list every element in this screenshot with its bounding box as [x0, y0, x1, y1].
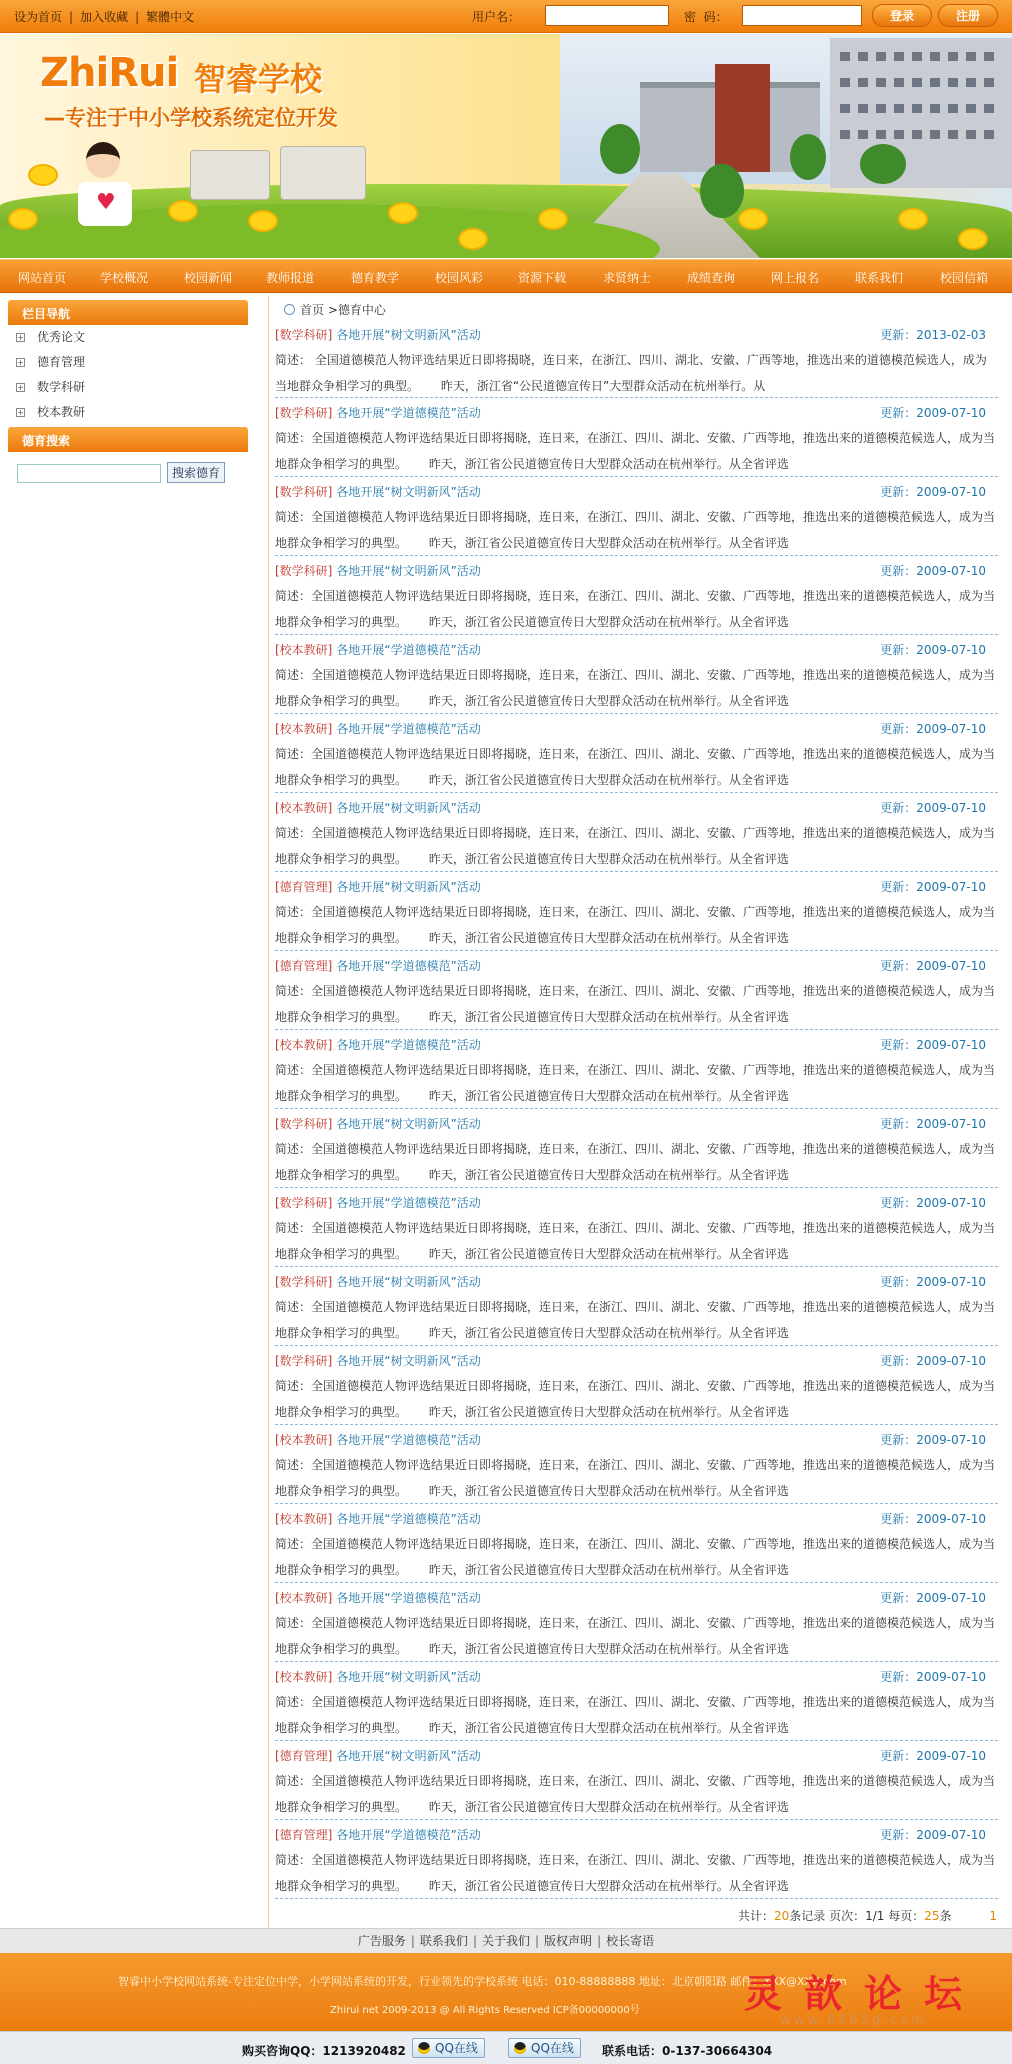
article-date — [880, 1510, 986, 1527]
article-title-link[interactable]: 各地开展“树文明新风”活动 — [336, 1275, 481, 1289]
article-date-label: 更新： — [880, 1828, 917, 1842]
slogan: —专注于中小学校系统定位开发 — [44, 106, 338, 130]
article-summary: 简述： 全国道德模范人物评选结果近日即将揭晓，连日来，在浙江、四川、湖北、安徽、广西等地，推选出来的道德模范候选人，成为当地群众争相学习的典型。 昨天，浙江省“公民道德宣传日”大型群众活动在杭州举行。从 — [275, 353, 987, 393]
banner-flower — [10, 210, 36, 228]
article-title-link[interactable]: 各地开展“树文明新风”活动 — [336, 1749, 481, 1763]
banner-flower — [460, 230, 486, 248]
banner-building — [715, 64, 770, 172]
banner-flower — [390, 204, 416, 222]
article-date-value: 2009-07-10 — [916, 1512, 986, 1526]
article-category[interactable]: [校本教研] — [275, 722, 333, 736]
article-item — [275, 556, 998, 635]
article-summary: 简述：全国道德模范人物评选结果近日即将揭晓，连日来，在浙江、四川、湖北、安徽、广西等地，推选出来的道德模范候选人，成为当地群众争相学习的典型。 昨天，浙江省公民道德宣传日大型群众活动在杭州举行。从全省评选 — [275, 1616, 996, 1656]
article-title-link[interactable]: 各地开展“学道德模范”活动 — [336, 1433, 481, 1447]
article-title-link[interactable]: 各地开展“树文明新风”活动 — [336, 801, 481, 815]
article-date — [880, 562, 986, 579]
article-date-label: 更新： — [880, 485, 917, 499]
article-date-label: 更新： — [880, 564, 917, 578]
search-input[interactable] — [17, 464, 161, 483]
nav-item-teachers[interactable]: 教师报道 — [266, 271, 315, 285]
watermark-logo: 灵歆论坛 — [744, 1971, 985, 2016]
article-category[interactable]: [数学科研] — [275, 1196, 333, 1210]
pager-per-suffix: 条 — [939, 1909, 952, 1923]
separator: | — [597, 1934, 602, 1948]
article-item — [275, 398, 998, 477]
article-date-label: 更新： — [880, 880, 917, 894]
article-date-label: 更新： — [880, 1354, 917, 1368]
article-date-value: 2013-02-03 — [916, 328, 986, 342]
footer-link-ads[interactable]: 广告服务 — [357, 1934, 406, 1948]
contact-bar — [0, 2031, 1012, 2064]
article-date — [880, 483, 986, 500]
footer-link-principal[interactable]: 校长寄语 — [606, 1934, 655, 1948]
purchase-consult: 购买咨询QQ：1213920482 — [242, 2044, 406, 2058]
article-header — [275, 326, 998, 343]
article-date — [880, 1668, 986, 1685]
article-title-link[interactable]: 各地开展“学道德模范”活动 — [336, 1196, 481, 1210]
article-category[interactable]: [校本教研] — [275, 1670, 333, 1684]
footer-link-copyright[interactable]: 版权声明 — [544, 1934, 593, 1948]
article-date — [880, 641, 986, 658]
article-date-value: 2009-07-10 — [916, 1117, 986, 1131]
article-title-link[interactable]: 各地开展“树文明新风”活动 — [336, 880, 481, 894]
article-date-value: 2009-07-10 — [916, 801, 986, 815]
article-date-label: 更新： — [880, 406, 917, 420]
set-homepage-link[interactable]: 设为首页 — [14, 10, 63, 24]
article-title-link[interactable]: 各地开展“树文明新风”活动 — [336, 485, 481, 499]
article-item — [275, 1662, 998, 1741]
article-title-link[interactable]: 各地开展“学道德模范”活动 — [336, 722, 481, 736]
article-date — [880, 720, 986, 737]
article-date-label: 更新： — [880, 1196, 917, 1210]
article-header — [275, 1668, 998, 1685]
article-summary: 简述：全国道德模范人物评选结果近日即将揭晓，连日来，在浙江、四川、湖北、安徽、广西等地，推选出来的道德模范候选人，成为当地群众争相学习的典型。 昨天，浙江省公民道德宣传日大型群众活动在杭州举行。从全省评选 — [275, 826, 996, 866]
article-date-value: 2009-07-10 — [916, 1591, 986, 1605]
article-date-value: 2009-07-10 — [916, 1828, 986, 1842]
search-button[interactable]: 搜索德育 — [167, 462, 225, 483]
article-category[interactable]: [数学科研] — [275, 328, 333, 342]
article-title-link[interactable]: 各地开展“学道德模范”活动 — [336, 1512, 481, 1526]
article-date-value: 2009-07-10 — [916, 643, 986, 657]
article-item — [275, 1741, 998, 1820]
article-item — [275, 1346, 998, 1425]
banner-building — [830, 38, 1012, 188]
article-title-link[interactable]: 各地开展“树文明新风”活动 — [336, 328, 481, 342]
article-date — [880, 799, 986, 816]
article-title-link[interactable]: 各地开展“学道德模范”活动 — [336, 1828, 481, 1842]
article-date-label: 更新： — [880, 1117, 917, 1131]
pager-current-page[interactable]: 1 — [989, 1909, 998, 1923]
article-category[interactable]: [校本教研] — [275, 801, 333, 815]
article-date-label: 更新： — [880, 1591, 917, 1605]
plus-icon: + — [17, 333, 24, 342]
article-category[interactable]: [数学科研] — [275, 406, 333, 420]
banner-tree — [860, 144, 906, 184]
logo-chinese: 智睿学校 — [194, 60, 323, 98]
article-summary: 简述：全国道德模范人物评选结果近日即将揭晓，连日来，在浙江、四川、湖北、安徽、广西等地，推选出来的道德模范候选人，成为当地群众争相学习的典型。 昨天，浙江省公民道德宣传日大型群众活动在杭州举行。从全省评选 — [275, 747, 996, 787]
article-item — [275, 1109, 998, 1188]
qq-button-label: QQ在线 — [531, 2041, 574, 2055]
article-date-label: 更新： — [880, 1038, 917, 1052]
username-input[interactable] — [545, 5, 669, 26]
heart-icon: ♥ — [96, 190, 116, 215]
sidebar — [8, 300, 248, 496]
pager-total-label: 共计： — [738, 1909, 775, 1923]
contact-phone: 联系电话：0-137-30664304 — [602, 2044, 773, 2058]
banner-girl — [86, 142, 120, 178]
register-button[interactable]: 注册 — [938, 4, 998, 27]
main-nav — [0, 259, 1012, 293]
article-date — [880, 1431, 986, 1448]
article-header — [275, 1510, 998, 1527]
article-date-value: 2009-07-10 — [916, 406, 986, 420]
banner-flower — [900, 210, 926, 228]
pager-per: 25 — [924, 1909, 940, 1923]
article-date-value: 2009-07-10 — [916, 880, 986, 894]
qq-penguin-icon — [514, 2042, 526, 2054]
banner-flower — [250, 212, 276, 230]
plus-icon: + — [17, 383, 24, 392]
article-date-label: 更新： — [880, 1670, 917, 1684]
article-date-value: 2009-07-10 — [916, 1749, 986, 1763]
sidebar-item-school-research[interactable] — [8, 400, 248, 425]
article-header — [275, 1115, 998, 1132]
article-summary: 简述：全国道德模范人物评选结果近日即将揭晓，连日来，在浙江、四川、湖北、安徽、广西等地，推选出来的道德模范候选人，成为当地群众争相学习的典型。 昨天，浙江省公民道德宣传日大型群众活动在杭州举行。从全省评选 — [275, 1695, 996, 1735]
article-header — [275, 878, 998, 895]
qq-online-button[interactable] — [412, 2038, 485, 2058]
article-date-label: 更新： — [880, 1433, 917, 1447]
article-summary: 简述：全国道德模范人物评选结果近日即将揭晓，连日来，在浙江、四川、湖北、安徽、广西等地，推选出来的道德模范候选人，成为当地群众争相学习的典型。 昨天，浙江省公民道德宣传日大型群众活动在杭州举行。从全省评选 — [275, 431, 996, 471]
article-date-value: 2009-07-10 — [916, 485, 986, 499]
article-header — [275, 641, 998, 658]
sidebar-item-label: 优秀论文 — [37, 330, 86, 344]
breadcrumb-separator: > — [324, 303, 338, 317]
article-category[interactable]: [数学科研] — [275, 485, 333, 499]
article-category[interactable]: [德育管理] — [275, 1749, 333, 1763]
article-date-label: 更新： — [880, 328, 917, 342]
article-title-link[interactable]: 各地开展“树文明新风”活动 — [336, 1670, 481, 1684]
watermark-url: www.6665q.com — [780, 2013, 928, 2028]
article-date-label: 更新： — [880, 1749, 917, 1763]
article-item — [275, 1425, 998, 1504]
article-date — [880, 1273, 986, 1290]
password-input[interactable] — [742, 5, 862, 26]
article-date-value: 2009-07-10 — [916, 1196, 986, 1210]
article-date-value: 2009-07-10 — [916, 1038, 986, 1052]
logo-english: ZhiRui — [40, 50, 179, 96]
top-links — [14, 8, 194, 25]
nav-item-campus[interactable]: 校园风彩 — [435, 271, 484, 285]
banner-tree — [700, 164, 744, 218]
footer — [0, 1953, 1012, 2031]
article-summary: 简述：全国道德模范人物评选结果近日即将揭晓，连日来，在浙江、四川、湖北、安徽、广西等地，推选出来的道德模范候选人，成为当地群众争相学习的典型。 昨天，浙江省公民道德宣传日大型群众活动在杭州举行。从全省评选 — [275, 1853, 996, 1893]
article-category[interactable]: [校本教研] — [275, 643, 333, 657]
nav-item-signup[interactable]: 网上报名 — [771, 271, 820, 285]
article-date-label: 更新： — [880, 643, 917, 657]
article-summary: 简述：全国道德模范人物评选结果近日即将揭晓，连日来，在浙江、四川、湖北、安徽、广西等地，推选出来的道德模范候选人，成为当地群众争相学习的典型。 昨天，浙江省公民道德宣传日大型群众活动在杭州举行。从全省评选 — [275, 510, 996, 550]
article-category[interactable]: [德育管理] — [275, 1828, 333, 1842]
sidebar-search-title: 德育搜索 — [8, 427, 248, 452]
article-date — [880, 1352, 986, 1369]
article-item — [275, 1820, 998, 1899]
article-date — [880, 1747, 986, 1764]
nav-item-about[interactable]: 学校概况 — [100, 271, 149, 285]
qq-online-button[interactable] — [508, 2038, 581, 2058]
article-date — [880, 326, 986, 343]
article-item — [275, 635, 998, 714]
article-date-label: 更新： — [880, 1275, 917, 1289]
banner-flower — [960, 230, 986, 248]
article-category[interactable]: [德育管理] — [275, 880, 333, 894]
article-date — [880, 1194, 986, 1211]
banner-tree — [790, 134, 826, 180]
article-summary: 简述：全国道德模范人物评选结果近日即将揭晓，连日来，在浙江、四川、湖北、安徽、广西等地，推选出来的道德模范候选人，成为当地群众争相学习的典型。 昨天，浙江省公民道德宣传日大型群众活动在杭州举行。从全省评选 — [275, 1300, 996, 1340]
article-summary: 简述：全国道德模范人物评选结果近日即将揭晓，连日来，在浙江、四川、湖北、安徽、广西等地，推选出来的道德模范候选人，成为当地群众争相学习的典型。 昨天，浙江省公民道德宣传日大型群众活动在杭州举行。从全省评选 — [275, 1221, 996, 1261]
article-date-value: 2009-07-10 — [916, 564, 986, 578]
article-title-link[interactable]: 各地开展“树文明新风”活动 — [336, 564, 481, 578]
article-title-link[interactable]: 各地开展“学道德模范”活动 — [336, 1591, 481, 1605]
article-category[interactable]: [数学科研] — [275, 564, 333, 578]
article-item — [275, 1267, 998, 1346]
article-date — [880, 957, 986, 974]
article-item — [275, 714, 998, 793]
plus-icon: + — [17, 358, 24, 367]
banner — [0, 34, 1012, 258]
article-title-link[interactable]: 各地开展“树文明新风”活动 — [336, 1117, 481, 1131]
separator: | — [69, 10, 74, 24]
sidebar-item-label: 校本教研 — [37, 405, 86, 419]
article-date-label: 更新： — [880, 801, 917, 815]
article-category[interactable]: [校本教研] — [275, 1591, 333, 1605]
qq-button-label: QQ在线 — [435, 2041, 478, 2055]
article-date-value: 2009-07-10 — [916, 1670, 986, 1684]
banner-flower — [170, 202, 196, 220]
article-summary: 简述：全国道德模范人物评选结果近日即将揭晓，连日来，在浙江、四川、湖北、安徽、广西等地，推选出来的道德模范候选人，成为当地群众争相学习的典型。 昨天，浙江省公民道德宣传日大型群众活动在杭州举行。从全省评选 — [275, 589, 996, 629]
nav-item-contact[interactable]: 联系我们 — [855, 271, 904, 285]
article-category[interactable]: [德育管理] — [275, 959, 333, 973]
article-category[interactable]: [校本教研] — [275, 1038, 333, 1052]
article-item — [275, 872, 998, 951]
article-category[interactable]: [数学科研] — [275, 1117, 333, 1131]
article-date-value: 2009-07-10 — [916, 1354, 986, 1368]
nav-item-downloads[interactable]: 资源下载 — [518, 271, 567, 285]
nav-item-news[interactable]: 校园新闻 — [184, 271, 233, 285]
nav-item-jobs[interactable]: 求贤纳士 — [603, 271, 652, 285]
footer-copyright: Zhirui net 2009-2013 @ All Rights Reserved ICP备00000000号 — [330, 2005, 640, 2016]
article-summary: 简述：全国道德模范人物评选结果近日即将揭晓，连日来，在浙江、四川、湖北、安徽、广西等地，推选出来的道德模范候选人，成为当地群众争相学习的典型。 昨天，浙江省公民道德宣传日大型群众活动在杭州举行。从全省评选 — [275, 905, 996, 945]
article-header — [275, 1826, 998, 1843]
article-category[interactable]: [数学科研] — [275, 1354, 333, 1368]
article-date-value: 2009-07-10 — [916, 722, 986, 736]
article-date — [880, 1589, 986, 1606]
article-category[interactable]: [数学科研] — [275, 1275, 333, 1289]
add-favorite-link[interactable]: 加入收藏 — [80, 10, 129, 24]
breadcrumb-current: 德育中心 — [337, 303, 386, 317]
article-list — [275, 320, 998, 1899]
login-button[interactable]: 登录 — [872, 4, 932, 27]
pager-per-label: 每页： — [884, 1909, 925, 1923]
password-label: 密 码： — [684, 10, 728, 24]
article-summary: 简述：全国道德模范人物评选结果近日即将揭晓，连日来，在浙江、四川、湖北、安徽、广西等地，推选出来的道德模范候选人，成为当地群众争相学习的典型。 昨天，浙江省公民道德宣传日大型群众活动在杭州举行。从全省评选 — [275, 984, 996, 1024]
plus-icon: + — [17, 408, 24, 417]
separator: | — [535, 1934, 540, 1948]
breadcrumb-home[interactable]: 首页 — [300, 303, 325, 317]
qq-penguin-icon — [418, 2042, 430, 2054]
article-title-link[interactable]: 各地开展“学道德模范”活动 — [336, 959, 481, 973]
separator: | — [410, 1934, 415, 1948]
article-date-label: 更新： — [880, 1512, 917, 1526]
article-header — [275, 1036, 998, 1053]
article-category[interactable]: [校本教研] — [275, 1433, 333, 1447]
article-header — [275, 1589, 998, 1606]
article-date-value: 2009-07-10 — [916, 959, 986, 973]
article-item — [275, 951, 998, 1030]
pager-pages: 1/1 — [865, 1909, 885, 1923]
footer-link-contact[interactable]: 联系我们 — [419, 1934, 468, 1948]
banner-flower — [740, 210, 766, 228]
article-header — [275, 562, 998, 579]
article-header — [275, 404, 998, 421]
breadcrumb — [284, 301, 386, 318]
article-date — [880, 878, 986, 895]
article-summary: 简述：全国道德模范人物评选结果近日即将揭晓，连日来，在浙江、四川、湖北、安徽、广西等地，推选出来的道德模范候选人，成为当地群众争相学习的典型。 昨天，浙江省公民道德宣传日大型群众活动在杭州举行。从全省评选 — [275, 1379, 996, 1419]
sidebar-item-moral-management[interactable] — [8, 350, 248, 375]
nav-item-moral[interactable]: 德育教学 — [351, 271, 400, 285]
article-date — [880, 1115, 986, 1132]
article-summary: 简述：全国道德模范人物评选结果近日即将揭晓，连日来，在浙江、四川、湖北、安徽、广西等地，推选出来的道德模范候选人，成为当地群众争相学习的典型。 昨天，浙江省公民道德宣传日大型群众活动在杭州举行。从全省评选 — [275, 668, 996, 708]
article-summary: 简述：全国道德模范人物评选结果近日即将揭晓，连日来，在浙江、四川、湖北、安徽、广西等地，推选出来的道德模范候选人，成为当地群众争相学习的典型。 昨天，浙江省公民道德宣传日大型群众活动在杭州举行。从全省评选 — [275, 1142, 996, 1182]
nav-item-scores[interactable]: 成绩查询 — [687, 271, 736, 285]
article-header — [275, 799, 998, 816]
article-header — [275, 1431, 998, 1448]
sidebar-search — [8, 452, 248, 496]
article-summary: 简述：全国道德模范人物评选结果近日即将揭晓，连日来，在浙江、四川、湖北、安徽、广西等地，推选出来的道德模范候选人，成为当地群众争相学习的典型。 昨天，浙江省公民道德宣传日大型群众活动在杭州举行。从全省评选 — [275, 1063, 996, 1103]
footer-links — [0, 1928, 1012, 1953]
article-header — [275, 1352, 998, 1369]
sidebar-nav-title: 栏目导航 — [8, 300, 248, 325]
banner-tree — [600, 124, 640, 174]
article-summary: 简述：全国道德模范人物评选结果近日即将揭晓，连日来，在浙江、四川、湖北、安徽、广西等地，推选出来的道德模范候选人，成为当地群众争相学习的典型。 昨天，浙江省公民道德宣传日大型群众活动在杭州举行。从全省评选 — [275, 1774, 996, 1814]
article-header — [275, 957, 998, 974]
article-item — [275, 1030, 998, 1109]
article-item — [275, 477, 998, 556]
article-header — [275, 720, 998, 737]
nav-item-mailbox[interactable]: 校园信箱 — [940, 271, 989, 285]
pager-total: 20 — [774, 1909, 790, 1923]
separator: | — [472, 1934, 477, 1948]
username-label: 用户名： — [472, 10, 521, 24]
article-header — [275, 1273, 998, 1290]
location-icon — [284, 304, 295, 315]
nav-item-home[interactable]: 网站首页 — [18, 271, 67, 285]
article-date — [880, 1036, 986, 1053]
footer-link-about[interactable]: 关于我们 — [481, 1934, 530, 1948]
article-item — [275, 320, 998, 398]
article-date-label: 更新： — [880, 722, 917, 736]
article-category[interactable]: [校本教研] — [275, 1512, 333, 1526]
banner-book — [190, 150, 270, 200]
article-item — [275, 1504, 998, 1583]
article-header — [275, 483, 998, 500]
article-title-link[interactable]: 各地开展“学道德模范”活动 — [336, 643, 481, 657]
article-title-link[interactable]: 各地开展“学道德模范”活动 — [336, 406, 481, 420]
column-divider — [268, 296, 269, 1928]
article-header — [275, 1194, 998, 1211]
sidebar-item-math-research[interactable] — [8, 375, 248, 400]
banner-flower — [30, 166, 56, 184]
article-summary: 简述：全国道德模范人物评选结果近日即将揭晓，连日来，在浙江、四川、湖北、安徽、广西等地，推选出来的道德模范候选人，成为当地群众争相学习的典型。 昨天，浙江省公民道德宣传日大型群众活动在杭州举行。从全省评选 — [275, 1537, 996, 1577]
banner-book — [280, 146, 366, 200]
footer-info: 智睿中小学校网站系统-专注定位中学，小学网站系统的开发，行业领先的学校系统 电话：010-88888888 地址：北京朝阳路 邮件：XXX@XXX.com — [118, 1975, 847, 1988]
article-date — [880, 404, 986, 421]
article-header — [275, 1747, 998, 1764]
banner-flower — [540, 210, 566, 228]
article-date-label: 更新： — [880, 959, 917, 973]
top-bar — [0, 0, 1012, 33]
article-date — [880, 1826, 986, 1843]
article-title-link[interactable]: 各地开展“树文明新风”活动 — [336, 1354, 481, 1368]
article-item — [275, 1583, 998, 1662]
article-title-link[interactable]: 各地开展“学道德模范”活动 — [336, 1038, 481, 1052]
article-date-value: 2009-07-10 — [916, 1433, 986, 1447]
article-item — [275, 793, 998, 872]
sidebar-item-papers[interactable] — [8, 325, 248, 350]
article-item — [275, 1188, 998, 1267]
pager-records-label: 条记录 页次： — [789, 1909, 866, 1923]
sidebar-item-label: 德育管理 — [37, 355, 86, 369]
traditional-chinese-link[interactable]: 繁體中文 — [146, 10, 195, 24]
pager — [738, 1907, 997, 1924]
article-date-value: 2009-07-10 — [916, 1275, 986, 1289]
sidebar-item-label: 数学科研 — [37, 380, 86, 394]
separator: | — [135, 10, 140, 24]
article-summary: 简述：全国道德模范人物评选结果近日即将揭晓，连日来，在浙江、四川、湖北、安徽、广西等地，推选出来的道德模范候选人，成为当地群众争相学习的典型。 昨天，浙江省公民道德宣传日大型群众活动在杭州举行。从全省评选 — [275, 1458, 996, 1498]
